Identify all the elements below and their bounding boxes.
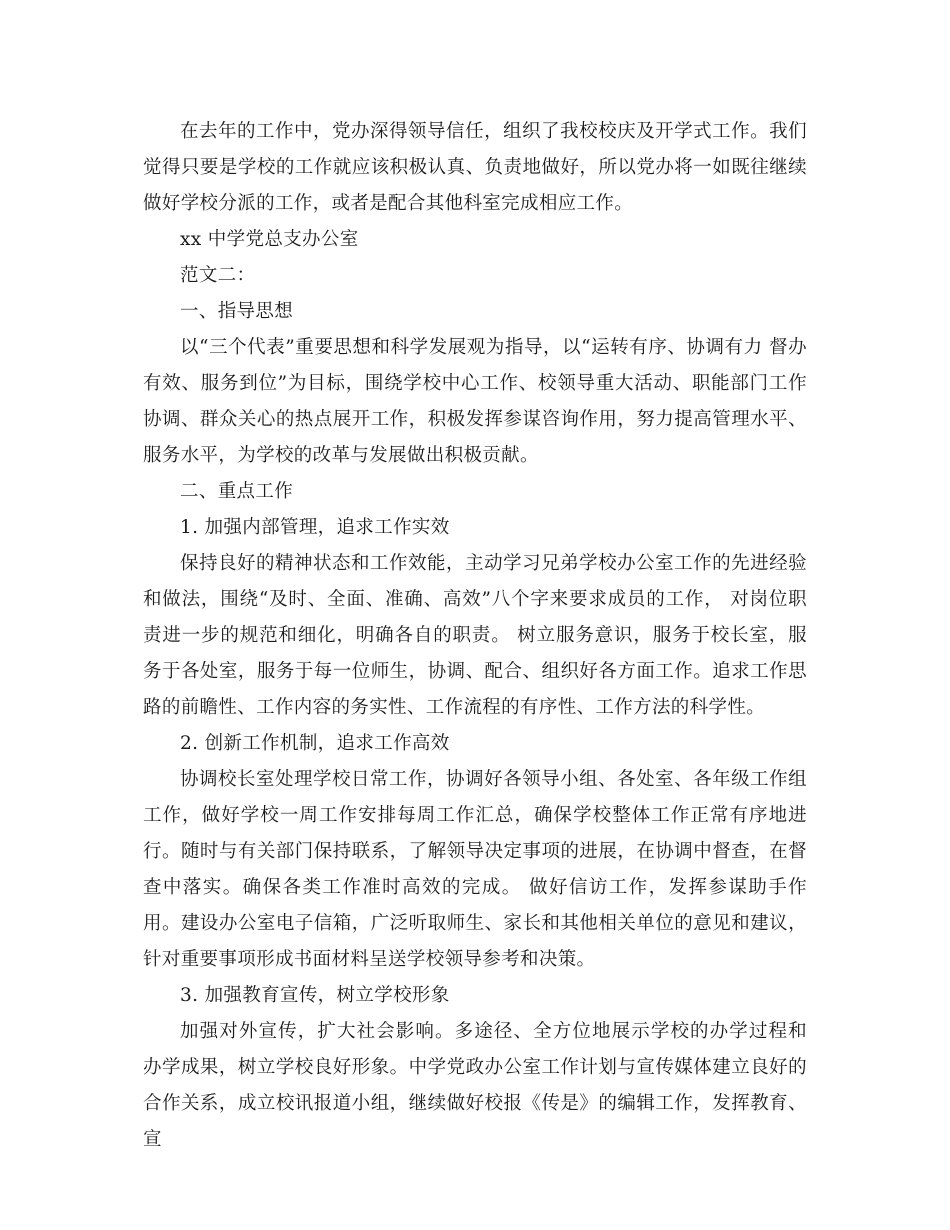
section-heading-guiding-ideology: 一、指导思想 [180, 301, 294, 322]
paragraph-last-year-work: 在去年的工作中，党办深得领导信任，组织了我校校庆及开学式工作。我们觉得只要是学校的工作就应该积极认真、负责地做好，所以党办将一如既往继续做好学校分派的工作，或者是配合其他科室完成相应工作。 [143, 121, 807, 214]
subheading-work-mechanism: 2. 创新工作机制，追求工作高效 [180, 733, 450, 754]
paragraph-work-mechanism: 协调校长室处理学校日常工作，协调好各领导小组、各处室、各年级工作组工作，做好学校一周工作安排每周工作汇总，确保学校整体工作正常有序地进行。随时与有关部门保持联系，了解领导决定事项的进展，在协调中督查，在督查中落实。确保各类工作准时高效的完成。 做好信访工作，发挥参谋助手作用。建设办公室电子信箱，广泛听取师生、家长和其他相关单位的意见和建议，针对重要事项形成书面材料呈送学校领导参考和决策。 [143, 769, 807, 970]
section-heading-key-work: 二、重点工作 [180, 481, 294, 502]
document-body [143, 114, 807, 1158]
paragraph-guiding-ideology: 以“三个代表”重要思想和科学发展观为指导，以“运转有序、协调有力 督办有效、服务到位”为目标，围绕学校中心工作、校领导重大活动、职能部门工作协调、群众关心的热点展开工作，积极发挥参谋咨询作用，努力提高管理水平、服务水平，为学校的改革与发展做出积极贡献。 [143, 337, 807, 466]
subheading-education-publicity: 3. 加强教育宣传，树立学校形象 [180, 985, 450, 1006]
paragraph-internal-management: 保持良好的精神状态和工作效能，主动学习兄弟学校办公室工作的先进经验和做法，围绕“及时、全面、准确、高效”八个字来要求成员的工作， 对岗位职责进一步的规范和细化，明确各自的职责。 树立服务意识，服务于校长室，服务于各处室，服务于每一位师生，协调、配合、组织好各方面工作。追求工作思路的前瞻性、工作内容的务实性、工作流程的有序性、工作方法的科学性。 [143, 553, 807, 718]
sample-title-two: 范文二： [180, 265, 256, 286]
subheading-internal-management: 1. 加强内部管理，追求工作实效 [180, 517, 450, 538]
signature-office: xx 中学党总支办公室 [180, 229, 359, 250]
paragraph-education-publicity: 加强对外宣传，扩大社会影响。多途径、全方位地展示学校的办学过程和 办学成果，树立学校良好形象。中学党政办公室工作计划与宣传媒体建立良好的合作关系，成立校讯报道小组，继续做好校报《传是》的编辑工作，发挥教育、宣 [143, 1021, 807, 1150]
